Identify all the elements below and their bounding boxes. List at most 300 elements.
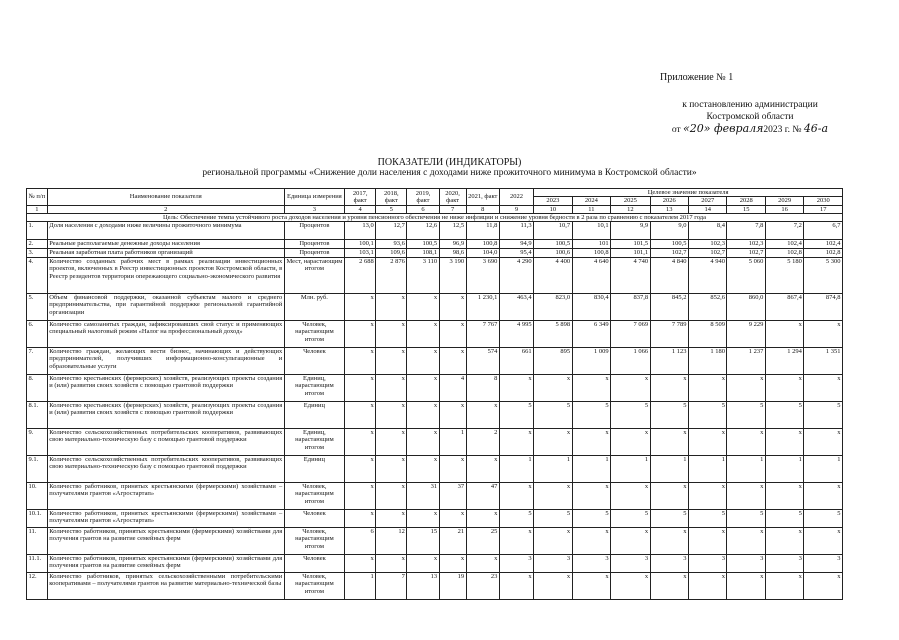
value-cell: 102,7 <box>650 249 688 258</box>
value-cell: 5 300 <box>804 258 843 294</box>
value-cell: х <box>407 294 439 321</box>
value-cell: 11,3 <box>499 222 533 240</box>
row-number: 1. <box>27 222 48 240</box>
value-cell: 9 229 <box>727 321 765 348</box>
table-row <box>27 429 843 456</box>
value-cell: х <box>572 573 610 600</box>
value-cell: 1 <box>534 456 572 483</box>
header-target-year: 2027 <box>689 197 727 205</box>
value-cell: 47 <box>466 483 499 510</box>
value-cell: 5 <box>727 510 765 528</box>
value-cell: 7 <box>376 573 407 600</box>
value-cell: 2 876 <box>376 258 407 294</box>
value-cell: 7,2 <box>765 222 803 240</box>
value-cell: х <box>499 528 533 555</box>
header-target-year: 2030 <box>804 197 843 205</box>
value-cell: х <box>611 528 650 555</box>
value-cell: 5 <box>534 510 572 528</box>
value-cell: 1 <box>611 456 650 483</box>
value-cell: 5 <box>499 510 533 528</box>
decree-from: от <box>671 125 681 135</box>
value-cell: 5 <box>650 510 688 528</box>
value-cell: 10,7 <box>534 222 572 240</box>
column-number: 1 <box>27 205 48 213</box>
value-cell: х <box>407 555 439 573</box>
row-number: 9.1. <box>27 456 48 483</box>
value-cell: 4 740 <box>611 258 650 294</box>
value-cell: 4 940 <box>689 258 727 294</box>
value-cell: х <box>376 348 407 375</box>
value-cell: х <box>407 510 439 528</box>
row-number: 8. <box>27 375 48 402</box>
header-target-year: 2026 <box>650 197 688 205</box>
value-cell: 5 <box>765 402 803 429</box>
row-number: 10. <box>27 483 48 510</box>
value-cell: 6 349 <box>572 321 610 348</box>
value-cell: 96,9 <box>439 240 466 249</box>
value-cell: х <box>439 456 466 483</box>
table-row <box>27 249 843 258</box>
decree-reference <box>655 99 845 136</box>
indicator-name: Количество крестьянских (фермерских) хозяйств, реализующих проекты создания и (или) развития своих хозяйств с помощью грантовой поддержки <box>47 375 284 402</box>
unit-cell: Мест, нарастающим итогом <box>284 258 344 294</box>
value-cell: х <box>534 528 572 555</box>
value-cell: 12 <box>376 528 407 555</box>
column-number: 15 <box>727 205 765 213</box>
header-target-year: 2029 <box>765 197 803 205</box>
value-cell: х <box>572 375 610 402</box>
column-number: 7 <box>439 205 466 213</box>
value-cell: 3 110 <box>407 258 439 294</box>
value-cell: 5 <box>572 510 610 528</box>
row-number: 11.1. <box>27 555 48 573</box>
value-cell: 874,8 <box>804 294 843 321</box>
value-cell: 463,4 <box>499 294 533 321</box>
row-number: 5. <box>27 294 48 321</box>
column-number: 17 <box>804 205 843 213</box>
value-cell: 101 <box>572 240 610 249</box>
value-cell: 25 <box>466 528 499 555</box>
value-cell: 1 <box>572 456 610 483</box>
value-cell: 13,0 <box>345 222 376 240</box>
indicator-name: Количество сельскохозяйственных потребительских кооперативов, развивающих свою материально-техническую базу с помощью грантовой поддержки <box>47 429 284 456</box>
value-cell: х <box>765 483 803 510</box>
value-cell: х <box>466 555 499 573</box>
value-cell: 21 <box>439 528 466 555</box>
table-row <box>27 510 843 528</box>
value-cell: 12,5 <box>439 222 466 240</box>
value-cell: х <box>689 573 727 600</box>
unit-cell: Человек <box>284 510 344 528</box>
value-cell: х <box>376 321 407 348</box>
value-cell: х <box>804 483 843 510</box>
value-cell: х <box>650 528 688 555</box>
value-cell: х <box>804 321 843 348</box>
value-cell: 7 789 <box>650 321 688 348</box>
decree-year: 2023 г. № <box>763 125 802 135</box>
value-cell: 23 <box>466 573 499 600</box>
value-cell: 3 <box>727 555 765 573</box>
value-cell: 3 <box>572 555 610 573</box>
indicators-table <box>26 188 843 600</box>
value-cell: х <box>765 321 803 348</box>
header-2022: 2022 <box>499 189 533 206</box>
value-cell: 108,1 <box>407 249 439 258</box>
value-cell: х <box>650 375 688 402</box>
decree-line-1: к постановлению администрации <box>682 100 818 110</box>
value-cell: 1 <box>650 456 688 483</box>
value-cell: 9,0 <box>650 222 688 240</box>
value-cell: х <box>376 402 407 429</box>
header-2020: 2020, факт <box>439 189 466 206</box>
unit-cell: Человек <box>284 348 344 375</box>
value-cell: х <box>439 348 466 375</box>
annex-label: Приложение № 1 <box>660 72 734 83</box>
value-cell: 661 <box>499 348 533 375</box>
value-cell: 1 237 <box>727 348 765 375</box>
value-cell: 1 <box>439 429 466 456</box>
value-cell: 1 180 <box>689 348 727 375</box>
value-cell: 3 <box>611 555 650 573</box>
value-cell: 109,6 <box>376 249 407 258</box>
value-cell: 3 <box>534 555 572 573</box>
value-cell: х <box>345 555 376 573</box>
unit-cell: Человек, нарастающим итогом <box>284 573 344 600</box>
table-row <box>27 528 843 555</box>
column-number: 11 <box>572 205 610 213</box>
value-cell: 100,6 <box>534 249 572 258</box>
value-cell: х <box>439 294 466 321</box>
value-cell: 5 <box>689 402 727 429</box>
value-cell: х <box>376 555 407 573</box>
indicator-name: Количество созданных рабочих мест в рамках реализации инвестиционных проектов, включенных в Реестр инвестиционных проектов Костромской области, в Реестр резидентов территории опережающего социально-экономического развития <box>47 258 284 294</box>
value-cell: 837,8 <box>611 294 650 321</box>
value-cell: 1 <box>804 456 843 483</box>
value-cell: х <box>572 483 610 510</box>
unit-cell: Млн. руб. <box>284 294 344 321</box>
value-cell: 100,8 <box>572 249 610 258</box>
column-number: 13 <box>650 205 688 213</box>
value-cell: 31 <box>407 483 439 510</box>
row-number: 10.1. <box>27 510 48 528</box>
value-cell: 102,7 <box>727 249 765 258</box>
header-target-year: 2023 <box>534 197 572 205</box>
header-name: Наименование показателя <box>47 189 284 206</box>
table-row <box>27 555 843 573</box>
value-cell: х <box>345 510 376 528</box>
decree-line-2: Костромской области <box>706 112 794 122</box>
indicator-name: Реальные располагаемые денежные доходы населения <box>47 240 284 249</box>
value-cell: х <box>345 348 376 375</box>
column-number: 12 <box>611 205 650 213</box>
unit-cell: Человек, нарастающим итогом <box>284 528 344 555</box>
indicator-name: Количество граждан, желающих вести бизнес, начинающих и действующих предпринимателей, получивших информационно-консультационные и образовательные услуги <box>47 348 284 375</box>
value-cell: 102,3 <box>727 240 765 249</box>
value-cell: 12,6 <box>407 222 439 240</box>
value-cell: 2 688 <box>345 258 376 294</box>
value-cell: 4 840 <box>650 258 688 294</box>
value-cell: 102,8 <box>804 249 843 258</box>
value-cell: х <box>804 528 843 555</box>
value-cell: х <box>611 573 650 600</box>
unit-cell: Человек, нарастающим итогом <box>284 483 344 510</box>
value-cell: 12,7 <box>376 222 407 240</box>
header-2018: 2018, факт <box>376 189 407 206</box>
value-cell: 8 509 <box>689 321 727 348</box>
table-row <box>27 402 843 429</box>
value-cell: х <box>689 483 727 510</box>
value-cell: х <box>499 483 533 510</box>
value-cell: х <box>534 429 572 456</box>
value-cell: х <box>407 456 439 483</box>
row-number: 9. <box>27 429 48 456</box>
value-cell: 101,1 <box>611 249 650 258</box>
column-number: 14 <box>689 205 727 213</box>
value-cell: х <box>727 429 765 456</box>
value-cell: 1 294 <box>765 348 803 375</box>
value-cell: х <box>572 429 610 456</box>
value-cell: х <box>804 375 843 402</box>
handwritten-date: «20» февраля <box>683 122 764 135</box>
value-cell: 1 009 <box>572 348 610 375</box>
value-cell: х <box>439 321 466 348</box>
value-cell: х <box>376 510 407 528</box>
value-cell: х <box>765 375 803 402</box>
header-num: № п/п <box>27 189 48 206</box>
value-cell: 5 898 <box>534 321 572 348</box>
value-cell: 4 400 <box>534 258 572 294</box>
value-cell: 5 <box>611 402 650 429</box>
value-cell: 93,6 <box>376 240 407 249</box>
value-cell: 1 351 <box>804 348 843 375</box>
value-cell: х <box>345 321 376 348</box>
value-cell: х <box>689 375 727 402</box>
value-cell: х <box>727 528 765 555</box>
value-cell: х <box>804 429 843 456</box>
value-cell: х <box>466 510 499 528</box>
indicator-name: Доля населения с доходами ниже величины прожиточного минимума <box>47 222 284 240</box>
indicator-name: Количество крестьянских (фермерских) хозяйств, реализующих проекты создания и (или) развития своих хозяйств с помощью грантовой поддержки <box>47 402 284 429</box>
document-subtitle: региональной программы «Снижение доли населения с доходами ниже прожиточного минимума в Костромской области» <box>202 168 697 178</box>
table-row <box>27 321 843 348</box>
value-cell: 9,9 <box>611 222 650 240</box>
indicator-name: Реальная заработная плата работников организаций <box>47 249 284 258</box>
value-cell: 3 <box>804 555 843 573</box>
value-cell: 15 <box>407 528 439 555</box>
value-cell: 100,8 <box>466 240 499 249</box>
column-number: 3 <box>284 205 344 213</box>
value-cell: 100,1 <box>345 240 376 249</box>
value-cell: х <box>439 402 466 429</box>
header-target: Целевое значение показателя <box>534 189 843 197</box>
value-cell: х <box>376 429 407 456</box>
value-cell: х <box>499 375 533 402</box>
value-cell: 4 640 <box>572 258 610 294</box>
value-cell: 5 <box>804 510 843 528</box>
row-number: 7. <box>27 348 48 375</box>
value-cell: х <box>407 348 439 375</box>
header-unit: Единица измерения <box>284 189 344 206</box>
indicator-name: Количество работников, принятых крестьянскими (фермерскими) хозяйствами для получения грантов на развитие семейных ферм <box>47 555 284 573</box>
value-cell: 37 <box>439 483 466 510</box>
value-cell: 100,5 <box>534 240 572 249</box>
value-cell: 95,4 <box>499 249 533 258</box>
value-cell: 3 <box>650 555 688 573</box>
value-cell: 574 <box>466 348 499 375</box>
row-number: 6. <box>27 321 48 348</box>
value-cell: 7 069 <box>611 321 650 348</box>
value-cell: х <box>345 456 376 483</box>
value-cell: 3 <box>765 555 803 573</box>
value-cell: 3 <box>689 555 727 573</box>
value-cell: х <box>804 573 843 600</box>
value-cell: х <box>727 483 765 510</box>
unit-cell: Человек, нарастающим итогом <box>284 321 344 348</box>
value-cell: 1 123 <box>650 348 688 375</box>
value-cell: х <box>345 294 376 321</box>
value-cell: 6,7 <box>804 222 843 240</box>
unit-cell: Человек <box>284 555 344 573</box>
value-cell: х <box>439 510 466 528</box>
value-cell: х <box>407 402 439 429</box>
unit-cell: Единиц <box>284 402 344 429</box>
value-cell: х <box>611 429 650 456</box>
value-cell: 8,4 <box>689 222 727 240</box>
value-cell: 2 <box>466 429 499 456</box>
value-cell: 11,8 <box>466 222 499 240</box>
handwritten-number: 46-а <box>803 122 829 135</box>
value-cell: 5 <box>804 402 843 429</box>
value-cell: 1 066 <box>611 348 650 375</box>
value-cell: 104,0 <box>466 249 499 258</box>
value-cell: 5 <box>650 402 688 429</box>
row-number: 4. <box>27 258 48 294</box>
goal-text: Цель: Обеспечение темпа устойчивого роста доходов населения и уровня пенсионного обеспечения не ниже инфляции и снижение уровня бедности в 2 раза по сравнению с показателем 2017 года <box>27 213 843 221</box>
value-cell: х <box>407 429 439 456</box>
value-cell: х <box>499 573 533 600</box>
unit-cell: Процентов <box>284 240 344 249</box>
value-cell: 100,5 <box>407 240 439 249</box>
value-cell: 1 <box>499 456 533 483</box>
value-cell: х <box>345 375 376 402</box>
header-target-year: 2024 <box>572 197 610 205</box>
value-cell: 895 <box>534 348 572 375</box>
value-cell: х <box>345 429 376 456</box>
unit-cell: Единиц, нарастающим итогом <box>284 375 344 402</box>
table-row <box>27 483 843 510</box>
value-cell: х <box>572 528 610 555</box>
value-cell: 5 <box>765 510 803 528</box>
table-row <box>27 375 843 402</box>
value-cell: 19 <box>439 573 466 600</box>
value-cell: х <box>611 483 650 510</box>
column-number-row <box>27 205 843 213</box>
value-cell: х <box>376 483 407 510</box>
value-cell: х <box>611 375 650 402</box>
value-cell: 4 <box>439 375 466 402</box>
value-cell: 7 767 <box>466 321 499 348</box>
value-cell: х <box>345 402 376 429</box>
value-cell: х <box>376 294 407 321</box>
value-cell: 102,7 <box>689 249 727 258</box>
value-cell: 5 060 <box>727 258 765 294</box>
value-cell: 1 <box>765 456 803 483</box>
indicator-name: Количество работников, принятых сельскохозяйственными потребительскими кооперативами – получателями грантов на развитие материально-технической базы <box>47 573 284 600</box>
table-header <box>27 189 843 214</box>
value-cell: х <box>407 321 439 348</box>
table-row <box>27 240 843 249</box>
value-cell: 1 <box>345 573 376 600</box>
value-cell: 103,1 <box>345 249 376 258</box>
value-cell: 102,8 <box>765 249 803 258</box>
value-cell: 4 290 <box>499 258 533 294</box>
value-cell: х <box>689 429 727 456</box>
value-cell: 4 995 <box>499 321 533 348</box>
value-cell: х <box>345 483 376 510</box>
value-cell: 5 <box>689 510 727 528</box>
value-cell: 845,2 <box>650 294 688 321</box>
header-2019: 2019, факт <box>407 189 439 206</box>
row-number: 11. <box>27 528 48 555</box>
column-number: 16 <box>765 205 803 213</box>
value-cell: 830,4 <box>572 294 610 321</box>
indicator-name: Объем финансовой поддержки, оказанной субъектам малого и среднего предпринимательства, при гарантийной поддержке региональной гарантийной организации <box>47 294 284 321</box>
table-row <box>27 222 843 240</box>
value-cell: 823,0 <box>534 294 572 321</box>
column-number: 2 <box>47 205 284 213</box>
value-cell: х <box>689 528 727 555</box>
indicator-name: Количество работников, принятых крестьянскими (фермерскими) хозяйствами – получателями грантов «Агростартап» <box>47 510 284 528</box>
value-cell: х <box>534 573 572 600</box>
table-row <box>27 573 843 600</box>
table-body <box>27 213 843 599</box>
value-cell: 102,4 <box>765 240 803 249</box>
value-cell: х <box>765 573 803 600</box>
value-cell: 100,5 <box>650 240 688 249</box>
value-cell: х <box>407 375 439 402</box>
column-number: 5 <box>376 205 407 213</box>
unit-cell: Единиц <box>284 456 344 483</box>
indicator-name: Количество сельскохозяйственных потребительских кооперативов, развивающих свою материально-техническую базу с помощью грантовой поддержки <box>47 456 284 483</box>
indicator-name: Количество работников, принятых крестьянскими (фермерскими) хозяйствами – получателями грантов «Агростартап» <box>47 483 284 510</box>
header-2021: 2021, факт <box>466 189 499 206</box>
table-row <box>27 294 843 321</box>
value-cell: 852,6 <box>689 294 727 321</box>
column-number: 10 <box>534 205 572 213</box>
value-cell: 860,0 <box>727 294 765 321</box>
value-cell: 1 230,1 <box>466 294 499 321</box>
value-cell: х <box>534 483 572 510</box>
document-title: ПОКАЗАТЕЛИ (ИНДИКАТОРЫ) <box>377 157 522 168</box>
table-row <box>27 348 843 375</box>
value-cell: х <box>765 429 803 456</box>
header-target-year: 2028 <box>727 197 765 205</box>
value-cell: 5 <box>534 402 572 429</box>
value-cell: 8 <box>466 375 499 402</box>
value-cell: х <box>534 375 572 402</box>
row-number: 12. <box>27 573 48 600</box>
value-cell: 98,6 <box>439 249 466 258</box>
column-number: 9 <box>499 205 533 213</box>
header-2017: 2017, факт <box>345 189 376 206</box>
value-cell: 94,9 <box>499 240 533 249</box>
unit-cell: Единиц, нарастающим итогом <box>284 429 344 456</box>
unit-cell: Процентов <box>284 249 344 258</box>
value-cell: х <box>727 375 765 402</box>
value-cell: 1 <box>727 456 765 483</box>
value-cell: х <box>466 402 499 429</box>
value-cell: 5 <box>611 510 650 528</box>
